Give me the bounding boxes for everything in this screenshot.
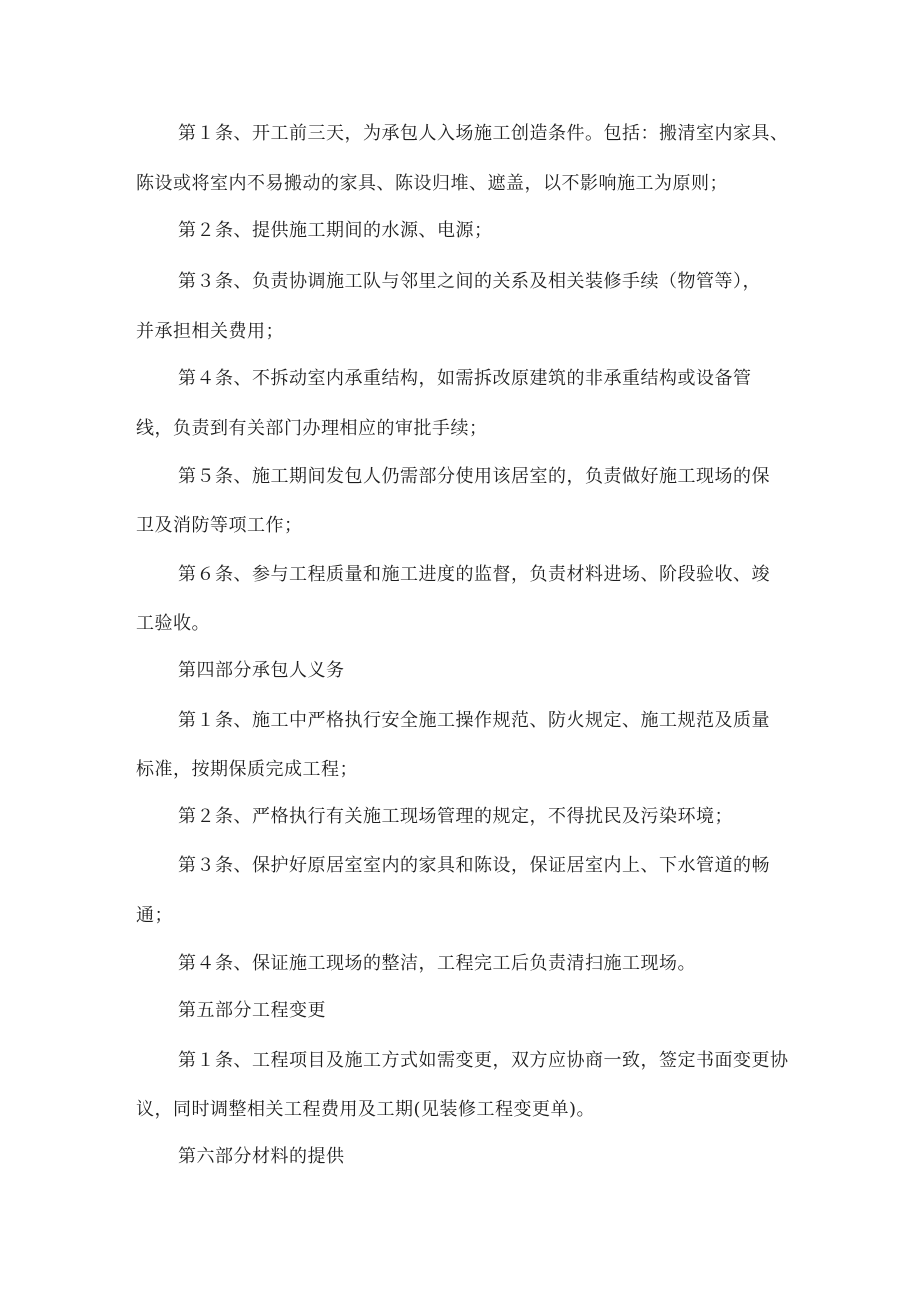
text-line: 标准，按期保质完成工程；: [136, 759, 358, 780]
text-line: 并承担相关费用；: [136, 321, 284, 342]
text-line: 陈设或将室内不易搬动的家具、陈设归堆、遮盖，以不影响施工为原则；: [136, 173, 728, 194]
section-heading: 第五部分工程变更: [178, 1000, 326, 1021]
text-line: 第５条、施工期间发包人仍需部分使用该居室的，负责做好施工现场的保: [178, 466, 770, 487]
text-line: 第３条、负责协调施工队与邻里之间的关系及相关装修手续（物管等），: [178, 271, 761, 292]
text-line: 线，负责到有关部门办理相应的审批手续；: [136, 418, 488, 439]
text-line: 工验收。: [136, 613, 210, 634]
text-line: 第６条、参与工程质量和施工进度的监督，负责材料进场、阶段验收、竣: [178, 564, 770, 585]
text-line: 第１条、开工前三天，为承包人入场施工创造条件。包括：搬清室内家具、: [178, 123, 789, 144]
text-line: 卫及消防等项工作；: [136, 515, 303, 536]
text-line: 议，同时调整相关工程费用及工期(见装修工程变更单)。: [136, 1099, 596, 1120]
text-line: 通；: [136, 905, 173, 926]
text-line: 第１条、施工中严格执行安全施工操作规范、防火规定、施工规范及质量: [178, 710, 770, 731]
text-line: 第２条、提供施工期间的水源、电源；: [178, 220, 493, 241]
section-heading: 第四部分承包人义务: [178, 660, 345, 681]
text-line: 第１条、工程项目及施工方式如需变更，双方应协商一致，签定书面变更协: [178, 1050, 789, 1071]
section-heading: 第六部分材料的提供: [178, 1146, 345, 1167]
text-line: 第４条、不拆动室内承重结构，如需拆改原建筑的非承重结构或设备管: [178, 368, 752, 389]
text-line: 第２条、严格执行有关施工现场管理的规定，不得扰民及污染环境；: [178, 806, 733, 827]
text-line: 第４条、保证施工现场的整洁，工程完工后负责清扫施工现场。: [178, 953, 696, 974]
text-line: 第３条、保护好原居室室内的家具和陈设，保证居室内上、下水管道的畅: [178, 855, 770, 876]
